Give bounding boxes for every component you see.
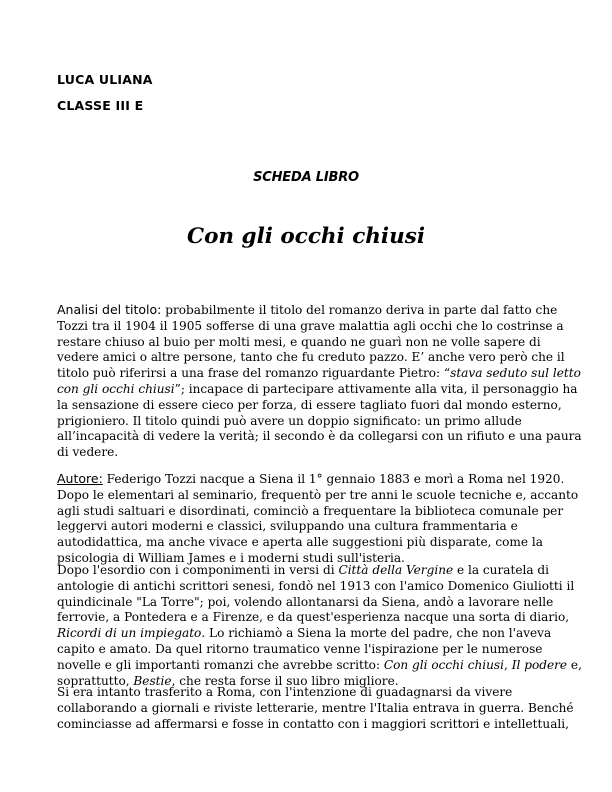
document-kicker: SCHEDA LIBRO bbox=[253, 170, 359, 185]
text-line: restare chiuso al buio per molti mesi, e quando ne guarì non ne volle sapere di bbox=[57, 334, 541, 349]
text-line: soprattutto, bbox=[57, 673, 134, 688]
text-line: psicologia di William James e i moderni studi sull'isteria. bbox=[57, 550, 405, 565]
quoted-phrase: stava seduto sul letto bbox=[450, 366, 581, 381]
text-line: e, bbox=[567, 657, 582, 672]
text-line: capito e amato. Da quel ritorno traumatico venne l'ispirazione per le numerose bbox=[57, 641, 543, 656]
section-label-autore: Autore: bbox=[57, 471, 103, 486]
paragraph-autore bbox=[57, 471, 579, 567]
text-line: agli studi saltuari e disordinati, cominciò a frequentare la biblioteca comunale per bbox=[57, 503, 564, 518]
book-title: Il podere bbox=[511, 657, 568, 672]
book-title: Città della Vergine bbox=[338, 563, 454, 577]
text-line: ”; incapace di partecipare attivamente alla vita, il personaggio ha bbox=[174, 381, 578, 396]
text-line: . Lo richiamò a Siena la morte del padre, che non l'aveva bbox=[201, 626, 552, 641]
author-name: LUCA ULIANA bbox=[57, 72, 153, 87]
text-line: titolo può riferirsi a una frase del romanzo riguardante Pietro: “ bbox=[57, 366, 451, 381]
text-line: vedere amici o altre persone, tanto che fu creduto pazzo. E’ anche vero però che il bbox=[57, 350, 565, 365]
text-line: quindicinale "La Torre"; poi, volendo allontanarsi da Siena, andò a lavorare nelle bbox=[57, 594, 554, 609]
text-line: Dopo le elementari al seminario, frequentò per tre anni le scuole tecniche e, accanto bbox=[57, 487, 579, 502]
paragraph-analisi-titolo bbox=[57, 302, 582, 461]
text-line: cominciasse ad affermarsi e fosse in contatto con i maggiori scrittori e intellettuali, bbox=[57, 716, 569, 731]
book-title: Ricordi di un impiegato bbox=[57, 626, 202, 641]
text-line: probabilmente il titolo del romanzo deriva in parte dal fatto che bbox=[165, 303, 558, 317]
text-line: collaborando a giornali e riviste letterarie, mentre l'Italia entrava in guerra. Benché bbox=[57, 700, 574, 715]
document-title: Con gli occhi chiusi bbox=[186, 224, 426, 249]
section-label-analisi: Analisi del titolo: bbox=[57, 302, 162, 317]
text-line: di vedere. bbox=[57, 445, 119, 460]
text-line: la sensazione di essere cieco per forza, di essere tagliato fuori dal mondo esterno, bbox=[57, 397, 562, 412]
text-line: , bbox=[504, 657, 512, 672]
text-line: leggervi autori moderni e classici, sviluppando una cultura frammentaria e bbox=[57, 519, 518, 534]
text-line: autodidattica, ma anche vivace e aperta alle suggestioni più disparate, come la bbox=[57, 535, 543, 550]
text-line: Dopo l'esordio con i componimenti in versi di bbox=[57, 563, 339, 577]
book-title: Con gli occhi chiusi bbox=[383, 657, 505, 672]
text-line: prigioniero. Il titolo quindi può avere un doppio significato: un primo allude bbox=[57, 413, 522, 428]
paragraph-roma bbox=[57, 685, 574, 732]
text-line: Si era intanto trasferito a Roma, con l'intenzione di guadagnarsi da vivere bbox=[57, 685, 513, 699]
text-line: antologie di antichi scrittori senesi, fondò nel 1913 con l'amico Domenico Giuliotti il bbox=[57, 578, 575, 593]
text-line: ferrovie, a Pontedera e a Firenze, e da quest'esperienza nacque una sorta di diario, bbox=[57, 610, 570, 625]
paragraph-biography bbox=[57, 563, 582, 689]
book-title: Bestie bbox=[133, 673, 172, 688]
text-line: , che resta forse il suo libro migliore. bbox=[171, 673, 399, 688]
text-line: all’incapacità di vedere la verità; il secondo è da collegarsi con un rifiuto e una paura bbox=[57, 429, 582, 444]
text-line: novelle e gli importanti romanzi che avrebbe scritto: bbox=[57, 657, 384, 672]
text-line: Federigo Tozzi nacque a Siena il 1° gennaio 1883 e morì a Roma nel 1920. bbox=[106, 472, 565, 486]
text-line: e la curatela di bbox=[453, 563, 550, 577]
quoted-phrase: con gli occhi chiusi bbox=[57, 381, 175, 396]
class-name: CLASSE III E bbox=[57, 98, 144, 113]
text-line: Tozzi tra il 1904 il 1905 sofferse di una grave malattia agli occhi che lo costrinse a bbox=[57, 318, 564, 333]
